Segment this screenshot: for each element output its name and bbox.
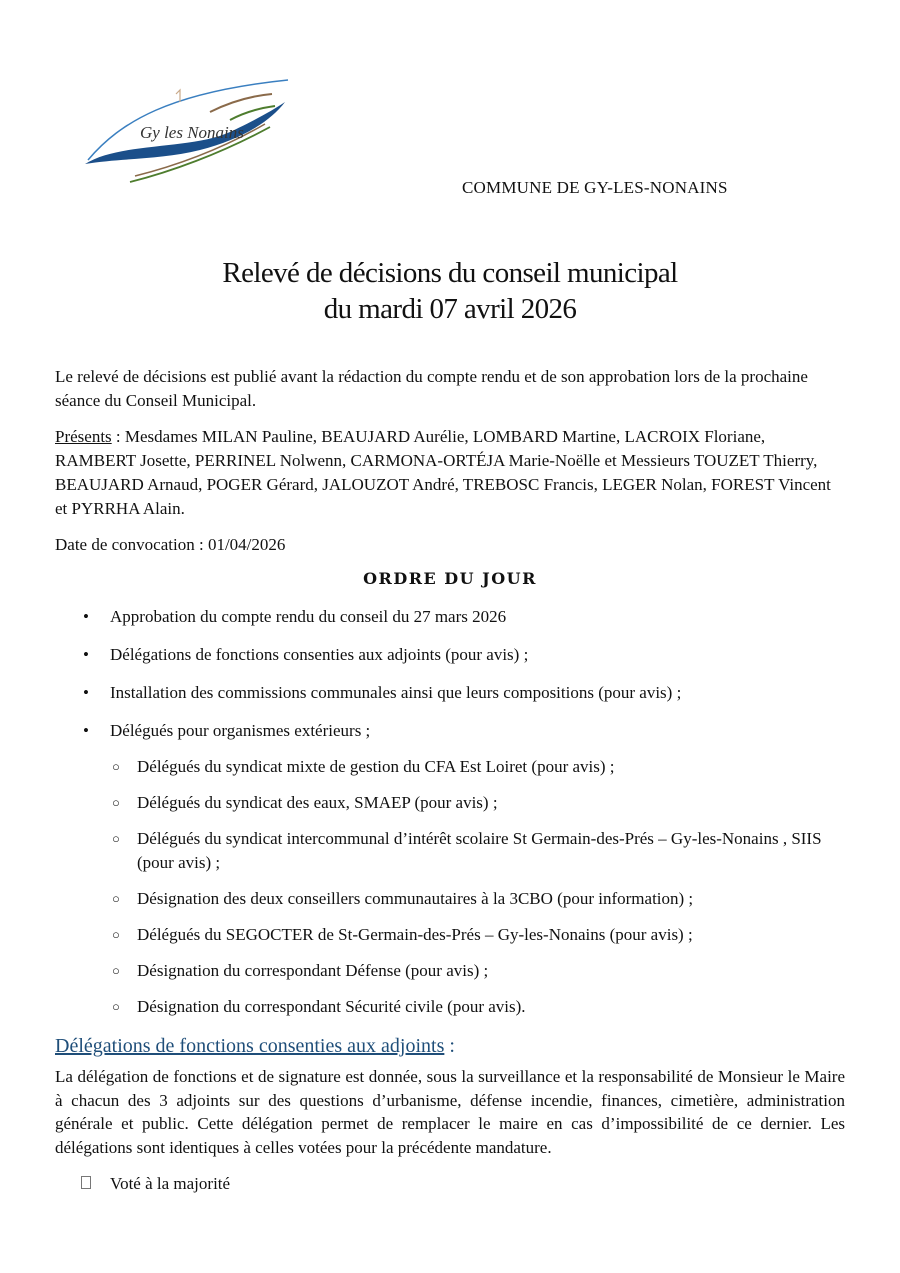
- logo-text: Gy les Nonains: [140, 123, 244, 142]
- circle-bullet-icon: ○: [112, 927, 120, 942]
- circle-bullet-icon: ○: [112, 999, 120, 1014]
- circle-bullet-icon: ○: [112, 795, 120, 810]
- presents-list: : Mesdames MILAN Pauline, BEAUJARD Aurélie, LOMBARD Martine, LACROIX Floriane, RAMBERT Josette, PERRINEL Nolwenn, CARMONA-ORTÉJA Marie-Noëlle et Messieurs TOUZET Thierry, BEAUJARD Arnaud, POGER Gérard, JALOUZOT André, TREBOSC Francis, LEGER Nolan, FOREST Vincent et PYRRHA Alain.: [55, 427, 831, 518]
- section-heading-link[interactable]: Délégations de fonctions consenties aux adjoints: [55, 1035, 445, 1057]
- section-heading: Délégations de fonctions consenties aux adjoints :: [55, 1035, 455, 1057]
- agenda-subitem: ○ Désignation du correspondant Défense (pour avis) ;: [55, 959, 845, 983]
- bullet-icon: •: [83, 683, 89, 702]
- circle-bullet-icon: ○: [112, 831, 120, 846]
- bullet-icon: •: [83, 645, 89, 664]
- agenda-item: • Installation des commissions communales ainsi que leurs compositions (pour avis) ;: [55, 681, 845, 705]
- presents-paragraph: [55, 425, 845, 521]
- agenda-subitem: ○ Délégués du syndicat intercommunal d’intérêt scolaire St Germain-des-Prés – Gy-les-Nonains , SIIS (pour avis) ;: [112, 829, 822, 872]
- intro-paragraph: Le relevé de décisions est publié avant la rédaction du compte rendu et de son approbation lors de la prochaine séance du Conseil Municipal.: [55, 367, 808, 410]
- agenda-item: • Délégués pour organismes extérieurs ; ○ Délégués du syndicat mixte de gestion du CFA Est Loiret (pour avis) ; ○ Délégués du syndicat des eaux, SMAEP (pour avis) ; ○ Délégués du syndicat intercommunal d’intérêt scolaire St Germain-des-Prés – Gy-les-Nonains , SIIS (pour avis) ; ○ Désignation des deux conseillers communautaires à la 3CBO (pour information) ; ○ Délégués du SEGOCTER de St-Germain-des-Prés – Gy-les-Nonains (pour avis) ; ○ Désignation du correspondant Défense (pour avis) ; ○ Désignation du correspondant Sécurité civile (pour avis).: [55, 719, 845, 1019]
- agenda-item: • Approbation du compte rendu du conseil du 27 mars 2026: [55, 605, 845, 629]
- agenda-subitem: ○ Délégués du syndicat mixte de gestion du CFA Est Loiret (pour avis) ;: [55, 755, 845, 779]
- presents-label: Présents: [55, 427, 112, 446]
- agenda-subitem: ○ Désignation du correspondant Sécurité civile (pour avis).: [55, 995, 845, 1019]
- bullet-icon: •: [83, 607, 89, 626]
- checkbox-icon: [81, 1176, 91, 1189]
- agenda-list: [55, 605, 845, 1019]
- circle-bullet-icon: ○: [112, 759, 120, 774]
- circle-bullet-icon: ○: [112, 963, 120, 978]
- title-line-2: du mardi 07 avril 2026: [323, 293, 577, 325]
- circle-bullet-icon: ○: [112, 891, 120, 906]
- section-body: La délégation de fonctions et de signature est donnée, sous la surveillance et la responsabilité de Monsieur le Maire à chacun des 3 adjoints sur des questions d’urbanisme, défense incendie, finances, cimetière, administration générale et public. Cette délégation permet de remplacer le maire en cas d’impossibilité de ce dernier. Les délégations sont identiques à celles votées pour la précédente mandature.: [55, 1067, 845, 1157]
- bullet-icon: •: [83, 721, 89, 740]
- convocation-date: Date de convocation : 01/04/2026: [55, 535, 286, 554]
- agenda-sublist: [55, 755, 845, 1019]
- agenda-item: • Délégations de fonctions consenties aux adjoints (pour avis) ;: [55, 643, 845, 667]
- agenda-subitem: ○ Délégués du SEGOCTER de St-Germain-des-Prés – Gy-les-Nonains (pour avis) ;: [55, 923, 845, 947]
- commune-logo: [80, 72, 295, 187]
- commune-name: COMMUNE DE GY-LES-NONAINS: [462, 178, 728, 197]
- vote-result: Voté à la majorité: [55, 1172, 845, 1196]
- page-title: [0, 255, 900, 327]
- agenda-subitem: ○ Désignation des deux conseillers communautaires à la 3CBO (pour information) ;: [55, 887, 845, 911]
- agenda-subitem: ○ Délégués du syndicat des eaux, SMAEP (pour avis) ;: [55, 791, 845, 815]
- ordre-du-jour-heading: ORDRE DU JOUR: [363, 569, 537, 588]
- document-body: [55, 365, 845, 1196]
- title-line-1: Relevé de décisions du conseil municipal: [222, 257, 678, 289]
